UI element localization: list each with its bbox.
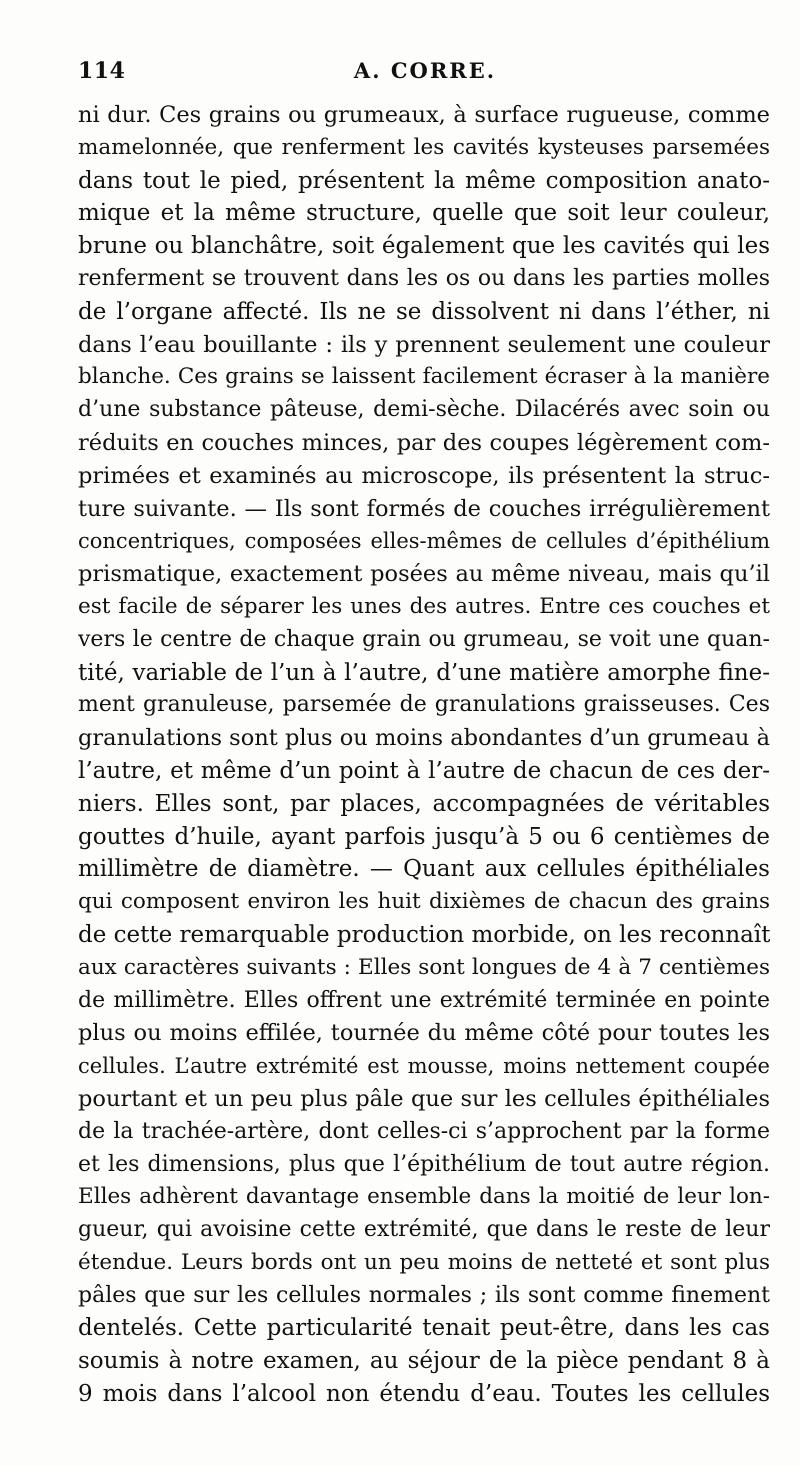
text-line: aux caractères suivants : Elles sont longues de 4 à 7 centièmes — [78, 954, 770, 980]
text-line: vers le centre de chaque grain ou grumeau, se voit une quan- — [78, 626, 770, 652]
text-line: étendue. Leurs bords ont un peu moins de netteté et sont plus — [78, 1249, 770, 1275]
text-line: ment granuleuse, parsemée de granulations graisseuses. Ces — [78, 692, 770, 718]
text-line: niers. Elles sont, par places, accompagnées de véritables — [78, 790, 770, 817]
text-line: de millimètre. Elles offrent une extrémité terminée en pointe — [78, 987, 770, 1013]
text-line: 9 mois dans l’alcool non étendu d’eau. Toutes les cellules — [78, 1381, 770, 1408]
text-line: pourtant et un peu plus pâle que sur les cellules épithéliales — [78, 1085, 770, 1112]
running-title: A. CORRE. — [353, 58, 497, 83]
text-line: tité, variable de l’un à l’autre, d’une matière amorphe fine- — [78, 659, 770, 686]
text-line: primées et examinés au microscope, ils présentent la struc- — [78, 462, 770, 489]
text-line: mamelonnée, que renferment les cavités kysteuses parsemées — [78, 134, 770, 160]
text-line: plus ou moins effilée, tournée du même côté pour toutes les — [78, 1020, 770, 1047]
running-head — [78, 58, 772, 88]
text-line: est facile de séparer les unes des autres. Entre ces couches et — [78, 593, 770, 619]
text-line: gouttes d’huile, ayant parfois jusqu’à 5 ou 6 centièmes de — [78, 823, 770, 850]
text-line: dans tout le pied, présentent la même composition anato- — [78, 167, 770, 194]
text-line: gueur, qui avoisine cette extrémité, que dans le reste de leur — [78, 1217, 770, 1243]
text-line: et les dimensions, plus que l’épithélium de tout autre région. — [78, 1151, 770, 1177]
text-line: Elles adhèrent davantage ensemble dans la moitié de leur lon- — [78, 1184, 770, 1210]
text-line: ture suivante. — Ils sont formés de couches irrégulièrement — [78, 495, 770, 522]
text-line: soumis à notre examen, au séjour de la pièce pendant 8 à — [78, 1348, 770, 1375]
text-line: qui composent environ les huit dixièmes de chacun des grains — [78, 889, 770, 915]
text-line: réduits en couches minces, par des coupes légèrement com- — [78, 429, 770, 456]
text-line: blanche. Ces grains se laissent facilement écraser à la manière — [78, 364, 770, 390]
text-line: de l’organe affecté. Ils ne se dissolvent ni dans l’éther, ni — [78, 298, 770, 325]
text-line: de cette remarquable production morbide, on les reconnaît — [78, 921, 770, 948]
body-text — [78, 99, 770, 1411]
text-line: l’autre, et même d’un point à l’autre de chacun de ces der- — [78, 757, 770, 784]
page-number: 114 — [78, 58, 126, 84]
text-line: pâles que sur les cellules normales ; ils sont comme finement — [78, 1282, 770, 1308]
text-line: ni dur. Ces grains ou grumeaux, à surface rugueuse, comme — [78, 102, 770, 128]
text-line: de la trachée-artère, dont celles-ci s’approchent par la forme — [78, 1118, 770, 1144]
text-line: cellules. L’autre extrémité est mousse, moins nettement coupée — [78, 1054, 770, 1079]
text-line: concentriques, composées elles-mêmes de cellules d’épithélium — [78, 529, 770, 554]
text-line: dentelés. Cette particularité tenait peut-être, dans les cas — [78, 1315, 770, 1342]
text-line: mique et la même structure, quelle que soit leur couleur, — [78, 200, 770, 227]
text-line: prismatique, exactement posées au même niveau, mais qu’il — [78, 561, 770, 588]
text-line: d’une substance pâteuse, demi-sèche. Dilacérés avec soin ou — [78, 397, 770, 423]
text-line: granulations sont plus ou moins abondantes d’un grumeau à — [78, 725, 770, 752]
text-line: millimètre de diamètre. — Quant aux cellules épithéliales — [78, 856, 770, 883]
text-line: renferment se trouvent dans les os ou dans les parties molles — [78, 265, 770, 291]
text-line: dans l’eau bouillante : ils y prennent seulement une couleur — [78, 331, 770, 358]
text-line: brune ou blanchâtre, soit également que les cavités qui les — [78, 233, 770, 260]
